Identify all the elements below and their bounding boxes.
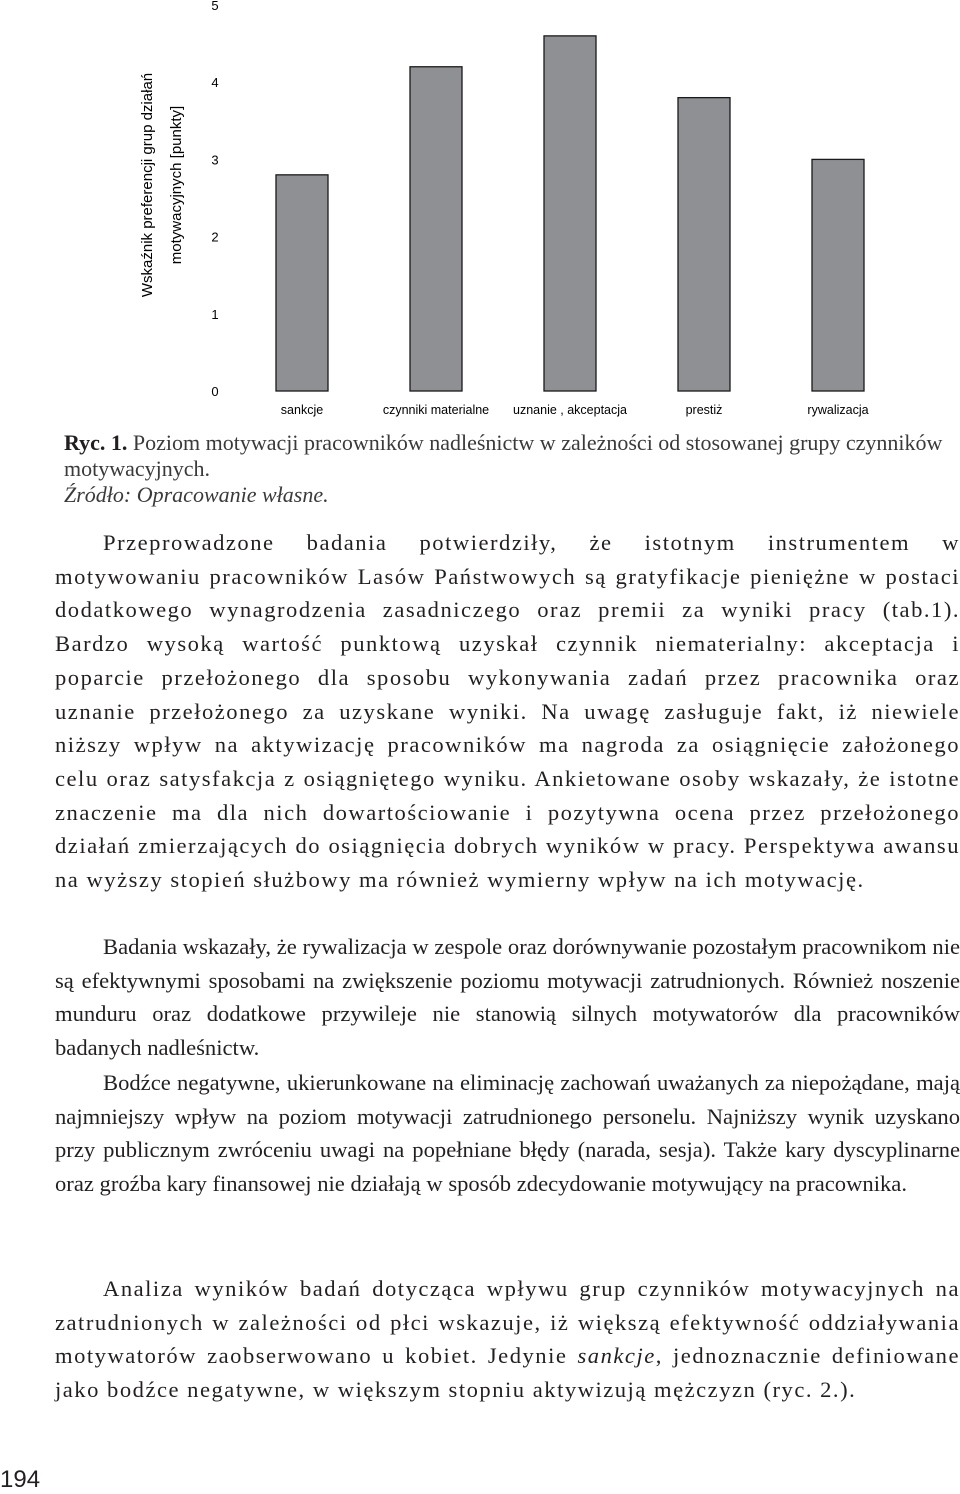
caption-source: Źródło: Opracowanie własne. [64,482,329,507]
paragraph-1-text: Przeprowadzone badania potwierdziły, że istotnym instrumentem w motywowaniu pracowników Lasów Państwowych są gratyfikacje pieniężne w postaci dodatkowego wynagrodzenia zasadniczego oraz premii za wyniki pracy (tab.1). Bardzo wysoką wartość punktową uzyskał czynnik niematerialny: akceptacja i poparcie przełożonego dla sposobu wykonywania zadań przez pracownika oraz uznanie przełożonego za uzyskane wyniki. Na uwagę zasługuje fakt, iż niewiele niższy wpływ na aktywizację pracowników ma nagroda za osiągnięcie założonego celu oraz satysfakcja z osiągniętego wyniku. Ankietowane osoby wskazały, że istotne znaczenie ma dla nich dowartościowanie i pozytywna ocena przez przełożonego działań zmierzających do osiągnięcia dobrych wyników w pracy. Perspektywa awansu na wyższy stopień służbowy ma również wymierny wpływ na ich motywację. [55,530,960,893]
bar-3 [678,98,730,391]
page-number: 194 [0,1466,41,1493]
x-category-label: sankcje [280,403,324,417]
caption-label: Ryc. 1. [64,430,128,455]
paragraph-3 [55,1066,960,1201]
bar-1 [410,67,462,391]
figure-caption [64,430,954,508]
y-tick-label: 1 [211,306,219,322]
y-tick-label: 5 [211,0,219,13]
caption-text: Poziom motywacji pracowników nadleśnictw w zależności od stosowanej grupy czynników motywacyjnych. [64,430,943,481]
bar-chart [0,0,960,425]
x-category-label: rywalizacja [807,403,869,417]
y-tick-label: 4 [211,75,219,91]
y-tick-label: 2 [211,229,219,245]
x-category-label: prestiż [685,403,723,417]
bar-4 [812,159,864,391]
paragraph-1 [55,526,960,897]
y-axis-title-line1: Wskaźnik preferencji grup działań [139,72,156,298]
paragraph-4-after: , jednoznacznie definiowane jako bodźce negatywne, w większym stopniu aktywizują mężczyzn (ryc. 2.). [55,1343,960,1403]
bar-2 [544,36,596,391]
y-tick-label: 0 [211,384,219,399]
paragraph-4 [55,1272,960,1407]
y-axis-title [139,73,185,297]
y-tick-label: 3 [211,152,219,168]
y-axis-title-line2: motywacyjnych [punkty] [168,105,185,265]
paragraph-2 [55,930,960,1065]
bar-0 [276,175,328,391]
paragraph-2-text: Badania wskazały, że rywalizacja w zespole oraz dorównywanie pozostałym pracownikom nie są efektywnymi sposobami na zwiększenie poziomu motywacji zatrudnionych. Również noszenie munduru oraz dodatkowe przywileje nie stanowią silnych motywatorów dla pracowników badanych nadleśnictw. [55,934,960,1061]
x-category-label: uznanie , akceptacja [513,403,627,417]
x-category-label: czynniki materialne [382,403,490,417]
paragraph-3-text: Bodźce negatywne, ukierunkowane na eliminację zachowań uważanych za niepożądane, mają najmniejszy wpływ na poziom motywacji zatrudnionego personelu. Najniższy wynik uzyskano przy publicznym zwróceniu uwagi na popełniane błędy (narada, sesja). Także kary dyscyplinarne oraz groźba kary finansowej nie działają w sposób zdecydowanie motywujący na pracownika. [55,1070,960,1197]
paragraph-4-emphasis: sankcje [577,1343,656,1369]
paragraph-4-text [55,1272,960,1407]
paragraph-4-before: Analiza wyników badań dotycząca wpływu grup czynników motywacyjnych na zatrudnionych w zależności od płci wskazuje, iż większą efektywność oddziaływania motywatorów zaobserwowano u kobiet. Jedynie [55,1276,960,1369]
